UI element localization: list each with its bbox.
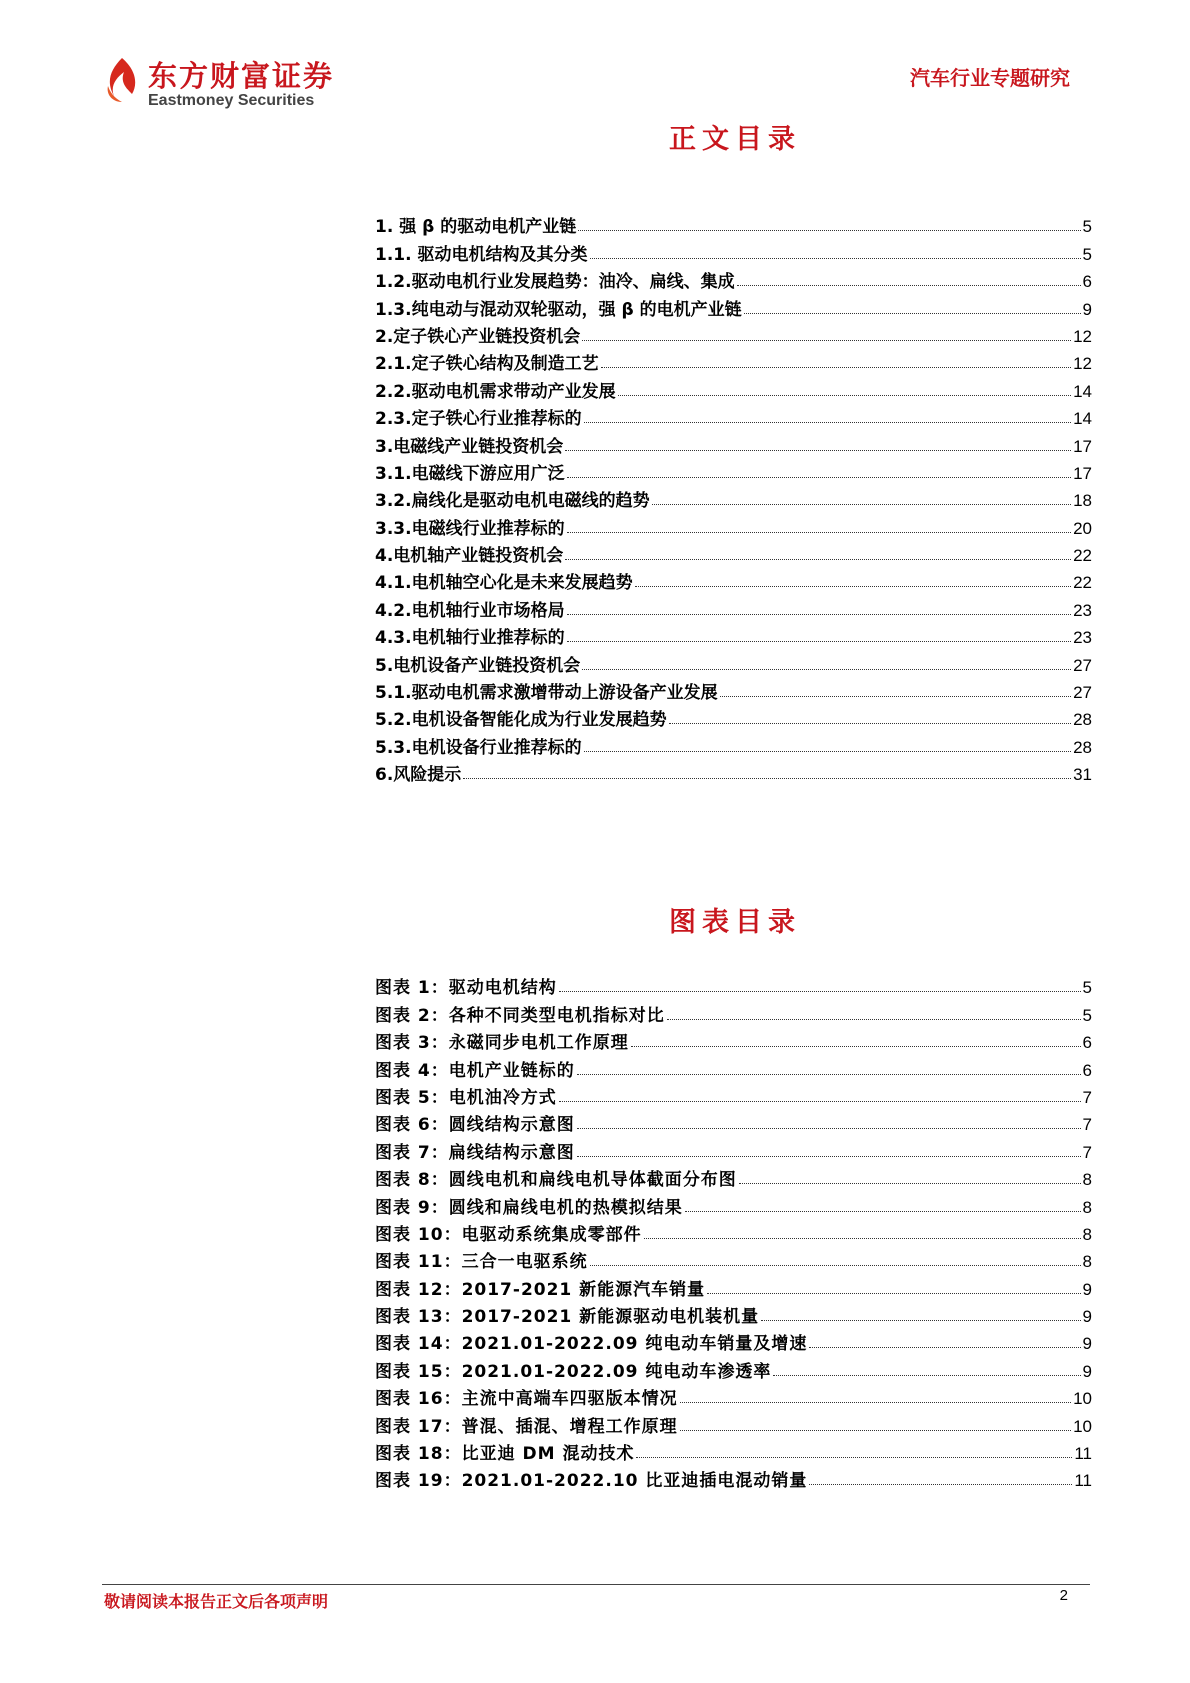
toc-entry-label: 2.3.定子铁心行业推荐标的	[375, 409, 582, 430]
logo-text-en: Eastmoney Securities	[148, 92, 315, 109]
figure-entry-page: 8	[1082, 1197, 1092, 1217]
toc-entry-label: 3.电磁线产业链投资机会	[375, 436, 564, 457]
page-number: 2	[1059, 1587, 1068, 1604]
dot-leader	[720, 696, 1072, 697]
figure-entry-page: 9	[1082, 1334, 1092, 1354]
figure-entry-page: 9	[1082, 1361, 1092, 1381]
dot-leader	[761, 1320, 1080, 1321]
dot-leader	[773, 1375, 1080, 1376]
toc-entry-label: 1.3.纯电动与混动双轮驱动，强 β 的电机产业链	[375, 299, 742, 320]
figure-entry-label: 图表 1：驱动电机结构	[375, 978, 557, 999]
dot-leader	[584, 422, 1072, 423]
toc-entry-label: 5.3.电机设备行业推荐标的	[375, 737, 582, 758]
toc-entry[interactable]	[375, 566, 1092, 593]
figure-entry[interactable]	[375, 1108, 1092, 1135]
figure-entry-label: 图表 11：三合一电驱系统	[375, 1252, 588, 1273]
figure-entry-label: 图表 8：圆线电机和扁线电机导体截面分布图	[375, 1170, 737, 1191]
figure-entry[interactable]	[375, 1354, 1092, 1381]
dot-leader	[463, 778, 1071, 779]
dot-leader	[590, 258, 1081, 259]
toc-entry-page: 27	[1073, 655, 1092, 675]
dot-leader	[739, 1183, 1081, 1184]
figure-entry-page: 6	[1082, 1033, 1092, 1053]
toc-entry-page: 17	[1073, 436, 1092, 456]
dot-leader	[559, 991, 1081, 992]
dot-leader	[567, 532, 1072, 533]
toc-entry-page: 23	[1073, 600, 1092, 620]
toc-entry-page: 17	[1073, 463, 1092, 483]
figure-entry-label: 图表 13：2017-2021 新能源驱动电机装机量	[375, 1307, 760, 1328]
toc-entry-label: 1. 强 β 的驱动电机产业链	[375, 217, 577, 238]
toc-entry[interactable]	[375, 703, 1092, 730]
dot-leader	[567, 614, 1072, 615]
toc-entry[interactable]	[375, 320, 1092, 347]
toc-entry-page: 22	[1073, 573, 1092, 593]
figure-entry[interactable]	[375, 1464, 1092, 1491]
toc-entry[interactable]	[375, 676, 1092, 703]
toc-entry-page: 28	[1073, 710, 1092, 730]
dot-leader	[577, 1156, 1081, 1157]
figure-entry-page: 10	[1073, 1416, 1092, 1436]
figure-entry[interactable]	[375, 971, 1092, 998]
dot-leader	[707, 1293, 1080, 1294]
toc-list	[375, 210, 1092, 785]
figure-entry[interactable]	[375, 1218, 1092, 1245]
figure-entry-label: 图表 14：2021.01-2022.09 纯电动车销量及增速	[375, 1334, 808, 1355]
dot-leader	[667, 1019, 1081, 1020]
toc-entry-page: 14	[1073, 381, 1092, 401]
figure-entry-page: 11	[1074, 1444, 1092, 1464]
toc-entry-page: 31	[1073, 765, 1092, 785]
dot-leader	[680, 1430, 1072, 1431]
footer-disclaimer: 敬请阅读本报告正文后各项声明	[104, 1592, 329, 1611]
toc-entry-page: 9	[1082, 299, 1092, 319]
toc-entry[interactable]	[375, 347, 1092, 374]
dot-leader	[669, 723, 1072, 724]
figure-entry-label: 图表 4：电机产业链标的	[375, 1060, 575, 1081]
toc-entry[interactable]	[375, 457, 1092, 484]
toc-entry-label: 1.1. 驱动电机结构及其分类	[375, 244, 588, 265]
toc-entry-page: 12	[1073, 354, 1092, 374]
dot-leader	[582, 669, 1071, 670]
toc-entry-page: 23	[1073, 628, 1092, 648]
figure-entry[interactable]	[375, 1163, 1092, 1190]
toc-entry-page: 20	[1073, 518, 1092, 538]
toc-entry-label: 6.风险提示	[375, 765, 462, 786]
figure-entry-label: 图表 18：比亚迪 DM 混动技术	[375, 1444, 635, 1465]
toc-entry-label: 4.1.电机轴空心化是未来发展趋势	[375, 573, 633, 594]
figure-entry-page: 8	[1082, 1170, 1092, 1190]
dot-leader	[631, 1046, 1081, 1047]
toc-entry-page: 5	[1082, 217, 1092, 237]
figure-entry[interactable]	[375, 1190, 1092, 1217]
figure-entry-label: 图表 10：电驱动系统集成零部件	[375, 1224, 642, 1245]
toc-entry-label: 2.1.定子铁心结构及制造工艺	[375, 354, 599, 375]
toc-entry-label: 2.2.驱动电机需求带动产业发展	[375, 381, 616, 402]
toc-entry[interactable]	[375, 292, 1092, 319]
toc-entry[interactable]	[375, 621, 1092, 648]
toc-entry[interactable]	[375, 648, 1092, 675]
toc-entry-label: 3.2.扁线化是驱动电机电磁线的趋势	[375, 491, 650, 512]
dot-leader	[578, 230, 1080, 231]
toc-entry-page: 5	[1082, 244, 1092, 264]
figure-entry[interactable]	[375, 1135, 1092, 1162]
figure-entry-label: 图表 9：圆线和扁线电机的热模拟结果	[375, 1197, 683, 1218]
toc-entry-page: 12	[1073, 326, 1092, 346]
toc-entry-page: 22	[1073, 546, 1092, 566]
figure-entry-page: 5	[1082, 1005, 1092, 1025]
footer-divider	[102, 1584, 1090, 1585]
figure-entry[interactable]	[375, 1272, 1092, 1299]
figure-entry-page: 7	[1082, 1087, 1092, 1107]
figure-entry-label: 图表 5：电机油冷方式	[375, 1087, 557, 1108]
dot-leader	[680, 1402, 1072, 1403]
figure-entry-label: 图表 15：2021.01-2022.09 纯电动车渗透率	[375, 1361, 772, 1382]
figure-entry-label: 图表 2：各种不同类型电机指标对比	[375, 1005, 665, 1026]
figure-entry[interactable]	[375, 1409, 1092, 1436]
figure-entry[interactable]	[375, 1053, 1092, 1080]
toc-entry[interactable]	[375, 210, 1092, 237]
toc-entry[interactable]	[375, 402, 1092, 429]
toc-entry-label: 4.电机轴产业链投资机会	[375, 546, 564, 567]
figure-entry[interactable]	[375, 1382, 1092, 1409]
toc-entry-page: 27	[1073, 683, 1092, 703]
figure-entry-page: 9	[1082, 1279, 1092, 1299]
dot-leader	[565, 559, 1071, 560]
dot-leader	[809, 1347, 1080, 1348]
toc-title: 正文目录	[669, 124, 801, 155]
figure-entry-label: 图表 6：圆线结构示意图	[375, 1115, 575, 1136]
figure-entry-page: 8	[1082, 1252, 1092, 1272]
figure-entry[interactable]	[375, 1245, 1092, 1272]
figure-entry-page: 5	[1082, 978, 1092, 998]
figure-entry-page: 11	[1074, 1471, 1092, 1491]
toc-entry[interactable]	[375, 758, 1092, 785]
toc-entry-page: 28	[1073, 737, 1092, 757]
dot-leader	[559, 1101, 1081, 1102]
figure-entry-label: 图表 17：普混、插混、增程工作原理	[375, 1416, 678, 1437]
figure-entry-label: 图表 19：2021.01-2022.10 比亚迪插电混动销量	[375, 1471, 808, 1492]
figure-entry[interactable]	[375, 1327, 1092, 1354]
toc-entry-label: 1.2.驱动电机行业发展趋势：油冷、扁线、集成	[375, 272, 735, 293]
dot-leader	[567, 641, 1072, 642]
logo-flame-icon	[102, 56, 142, 104]
figure-entry-page: 10	[1073, 1389, 1092, 1409]
toc-entry[interactable]	[375, 429, 1092, 456]
figure-entry[interactable]	[375, 1081, 1092, 1108]
toc-entry-page: 14	[1073, 409, 1092, 429]
figure-entry-page: 8	[1082, 1224, 1092, 1244]
dot-leader	[618, 395, 1072, 396]
figure-entry-label: 图表 16：主流中高端车四驱版本情况	[375, 1389, 678, 1410]
dot-leader	[636, 1457, 1072, 1458]
figure-entry[interactable]	[375, 998, 1092, 1025]
report-type: 汽车行业专题研究	[910, 66, 1070, 90]
toc-entry[interactable]	[375, 511, 1092, 538]
figure-entry-page: 7	[1082, 1115, 1092, 1135]
dot-leader	[577, 1074, 1081, 1075]
dot-leader	[644, 1238, 1081, 1239]
figure-entry[interactable]	[375, 1026, 1092, 1053]
page-header	[0, 0, 1190, 120]
toc-entry-label: 5.2.电机设备智能化成为行业发展趋势	[375, 710, 667, 731]
figure-entry-page: 7	[1082, 1142, 1092, 1162]
dot-leader	[582, 340, 1071, 341]
dot-leader	[577, 1128, 1081, 1129]
figure-entry-page: 9	[1082, 1307, 1092, 1327]
figure-entry-label: 图表 3：永磁同步电机工作原理	[375, 1033, 629, 1054]
toc-entry-label: 5.电机设备产业链投资机会	[375, 655, 581, 676]
figure-list-title: 图表目录	[669, 907, 801, 938]
dot-leader	[584, 751, 1072, 752]
dot-leader	[685, 1211, 1081, 1212]
dot-leader	[601, 367, 1072, 368]
toc-entry[interactable]	[375, 374, 1092, 401]
dot-leader	[590, 1265, 1081, 1266]
dot-leader	[635, 586, 1072, 587]
dot-leader	[565, 450, 1071, 451]
figure-entry-label: 图表 12：2017-2021 新能源汽车销量	[375, 1279, 706, 1300]
dot-leader	[737, 285, 1081, 286]
figure-entry-page: 6	[1082, 1060, 1092, 1080]
toc-entry-page: 6	[1082, 272, 1092, 292]
logo-text-cn: 东方财富证券	[148, 59, 335, 93]
toc-entry[interactable]	[375, 593, 1092, 620]
dot-leader	[567, 477, 1072, 478]
figure-list	[375, 971, 1092, 1491]
dot-leader	[744, 313, 1081, 314]
toc-entry[interactable]	[375, 237, 1092, 264]
toc-entry-label: 5.1.驱动电机需求激增带动上游设备产业发展	[375, 683, 718, 704]
figure-entry[interactable]	[375, 1437, 1092, 1464]
toc-entry-label: 4.3.电机轴行业推荐标的	[375, 628, 565, 649]
toc-entry[interactable]	[375, 484, 1092, 511]
toc-entry[interactable]	[375, 539, 1092, 566]
dot-leader	[652, 504, 1072, 505]
toc-entry-page: 18	[1073, 491, 1092, 511]
figure-entry[interactable]	[375, 1300, 1092, 1327]
toc-entry-label: 3.3.电磁线行业推荐标的	[375, 518, 565, 539]
toc-entry[interactable]	[375, 265, 1092, 292]
figure-entry-label: 图表 7：扁线结构示意图	[375, 1142, 575, 1163]
toc-entry-label: 2.定子铁心产业链投资机会	[375, 326, 581, 347]
toc-entry[interactable]	[375, 730, 1092, 757]
toc-entry-label: 3.1.电磁线下游应用广泛	[375, 463, 565, 484]
dot-leader	[809, 1484, 1072, 1485]
toc-entry-label: 4.2.电机轴行业市场格局	[375, 600, 565, 621]
